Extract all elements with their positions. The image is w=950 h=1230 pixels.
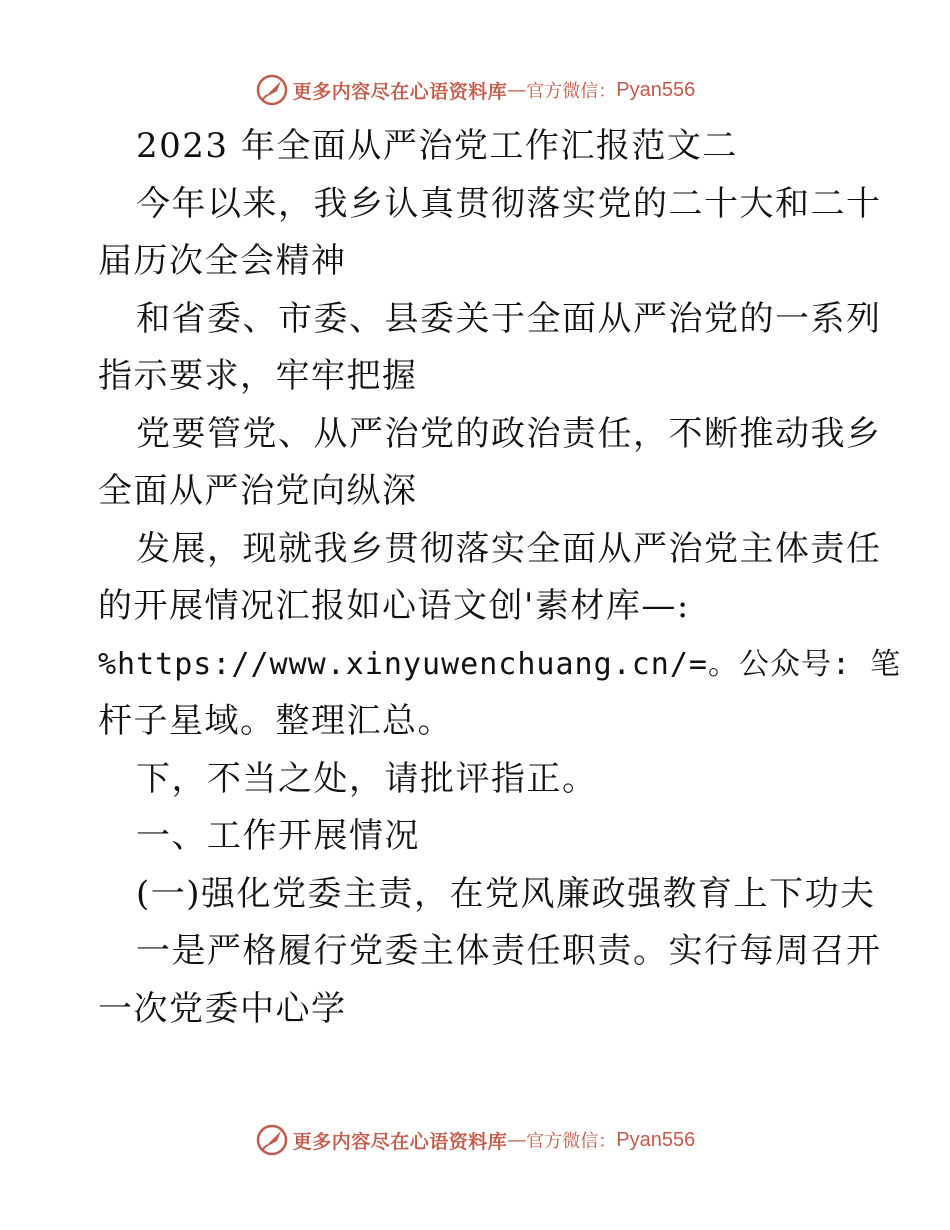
paragraph-line: 指示要求，牢牢把握 [98,356,418,396]
document-body [98,118,902,1038]
paragraph-line: 一次党委中心学 [98,988,347,1029]
url-line: %https://www.xinyuwenchuang.cn/=。公众号: 笔 [98,646,902,682]
section-heading: 一、工作开展情况 [136,816,420,856]
banner-dash: — [507,1129,527,1151]
quill-logo-icon [255,73,289,107]
footer-watermark-banner [0,1120,950,1160]
banner-dash: — [507,79,527,101]
paragraph-line: 杆子星域。整理汇总。 [98,701,453,741]
banner-wechat-id: Pyan556 [616,78,696,101]
banner-wechat-label: 官方微信： [526,81,617,102]
paragraph-line: 全面从严治党向纵深 [98,471,418,511]
paragraph-line: 和省委、市委、县委关于全面从严治党的一系列 [136,298,882,339]
quill-logo-icon [255,1123,289,1157]
banner-wechat-id: Pyan556 [616,1128,696,1151]
paragraph-line: 今年以来，我乡认真贯彻落实党的二十大和二十 [136,183,882,224]
header-watermark-banner [0,70,950,110]
paragraph-line: 下，不当之处，请批评指正。 [136,758,598,799]
paragraph-line: 党要管党、从严治党的政治责任，不断推动我乡 [136,413,882,454]
paragraph-line: 一是严格履行党委主体责任职责。实行每周召开 [136,931,882,971]
paragraph-line: 的开展情况汇报如心语文创'素材库—: [98,586,690,626]
document-title: 2023 年全面从严治党工作汇报范文二 [136,126,738,166]
banner-wechat-label: 官方微信： [526,1131,617,1152]
subsection-heading: (一)强化党委主责，在党风廉政强教育上下功夫 [136,873,876,914]
banner-main-text: 更多内容尽在心语资料库 [292,80,508,103]
banner-main-text: 更多内容尽在心语资料库 [292,1130,508,1153]
paragraph-line: 发展，现就我乡贯彻落实全面从严治党主体责任 [136,528,882,569]
paragraph-line: 届历次全会精神 [98,241,347,281]
